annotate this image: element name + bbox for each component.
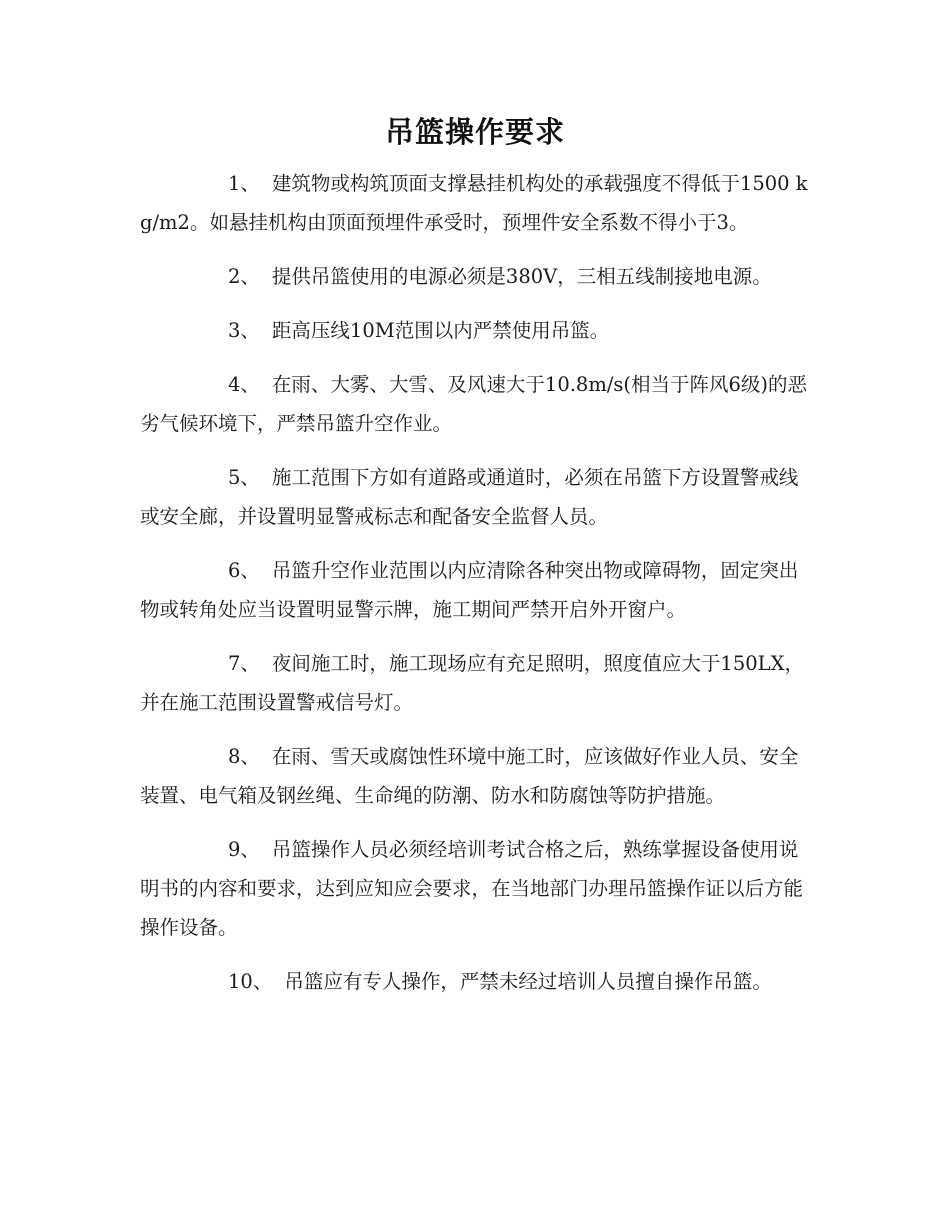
item-text: 在雨、雪天或腐蚀性环境中施工时，应该做好作业人员、安全装置、电气箱及钢丝绳、生命绳的防潮、防水和防腐蚀等防护措施。 <box>140 745 799 807</box>
item-number: 1、 <box>228 172 260 195</box>
item-text: 吊篮操作人员必须经培训考试合格之后，熟练掌握设备使用说明书的内容和要求，达到应知应会要求，在当地部门办理吊篮操作证以后方能操作设备。 <box>140 838 804 939</box>
document-title: 吊篮操作要求 <box>384 115 565 149</box>
item-text: 提供吊篮使用的电源必须是380V，三相五线制接地电源。 <box>271 265 772 288</box>
item-number: 6、 <box>228 559 260 582</box>
item-number: 4、 <box>228 373 260 396</box>
list-item <box>140 737 808 815</box>
item-text: 吊篮应有专人操作，严禁未经过培训人员擅自操作吊篮。 <box>284 970 772 993</box>
item-number: 7、 <box>228 652 260 675</box>
item-text: 夜间施工时，施工现场应有充足照明，照度值应大于150LX，并在施工范围设置警戒信号灯。 <box>140 652 804 714</box>
item-number: 5、 <box>228 466 260 489</box>
list-item <box>140 962 808 1001</box>
list-item <box>140 830 808 947</box>
item-number: 10、 <box>228 970 273 993</box>
item-number: 9、 <box>228 838 260 861</box>
item-text: 建筑物或构筑顶面支撑悬挂机构处的承载强度不得低于1500 kg/m2。如悬挂机构由顶面预埋件承受时，预埋件安全系数不得小于3。 <box>140 172 808 234</box>
item-text: 距高压线10M范围以内严禁使用吊篮。 <box>271 319 610 342</box>
item-number: 3、 <box>228 319 260 342</box>
list-item <box>140 458 808 536</box>
list-item <box>140 311 808 350</box>
list-item <box>140 644 808 722</box>
item-number: 8、 <box>228 745 260 768</box>
item-text: 吊篮升空作业范围以内应清除各种突出物或障碍物，固定突出物或转角处应当设置明显警示牌，施工期间严禁开启外开窗户。 <box>140 559 799 621</box>
document-body <box>140 164 808 1016</box>
list-item <box>140 257 808 296</box>
list-item <box>140 164 808 242</box>
list-item <box>140 365 808 443</box>
item-number: 2、 <box>228 265 260 288</box>
item-text: 在雨、大雾、大雪、及风速大于10.8m/s(相当于阵风6级)的恶劣气候环境下，严禁吊篮升空作业。 <box>140 373 808 435</box>
item-text: 施工范围下方如有道路或通道时，必须在吊篮下方设置警戒线或安全廊，并设置明显警戒标志和配备安全监督人员。 <box>140 466 799 528</box>
list-item <box>140 551 808 629</box>
